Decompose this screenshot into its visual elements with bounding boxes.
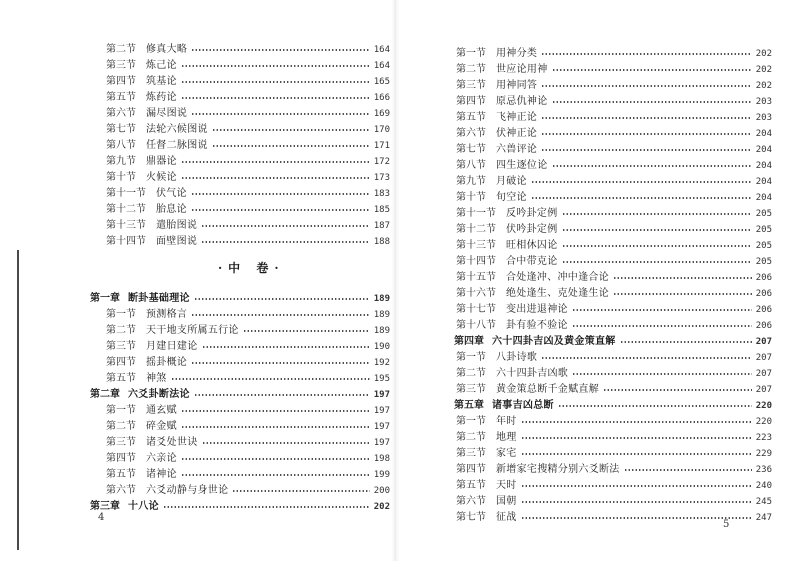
entry-page: 240 (755, 481, 772, 491)
toc-entry (456, 62, 772, 78)
toc-entry (90, 403, 390, 419)
entry-page: 169 (373, 109, 390, 119)
entry-page: 166 (373, 93, 390, 103)
toc-entry (90, 339, 390, 355)
entry-number: 第六节 (106, 108, 136, 119)
toc-entry (456, 142, 772, 158)
dot-leader (613, 277, 752, 279)
entry-title: 四生逐位论 (496, 160, 548, 171)
dot-leader (572, 325, 752, 327)
entry-title: 合中带克论 (506, 256, 558, 267)
entry-number: 第五章 (454, 400, 484, 411)
entry-page: 170 (373, 125, 390, 135)
entry-page: 164 (373, 45, 390, 55)
entry-number: 第十五节 (456, 272, 496, 283)
dot-leader (191, 193, 370, 195)
toc-entry (106, 138, 390, 154)
dot-leader (232, 490, 369, 492)
entry-page: 203 (755, 113, 772, 123)
toc-section-list (106, 42, 390, 250)
toc-entry (456, 430, 772, 446)
page-edge-line (17, 250, 19, 550)
entry-page: 197 (373, 406, 390, 416)
toc-entry (90, 483, 390, 499)
entry-title: 六兽评论 (496, 144, 538, 155)
toc-entry (456, 462, 772, 478)
dot-leader (191, 113, 370, 115)
entry-number: 第二章 (90, 389, 120, 400)
entry-number: 第十三节 (456, 240, 496, 251)
toc-entry (106, 218, 390, 234)
left-page (0, 0, 396, 561)
entry-number: 第一节 (106, 405, 136, 416)
toc-entry-list (456, 46, 772, 526)
entry-number: 第五节 (106, 373, 136, 384)
entry-number: 第七节 (456, 144, 486, 155)
dot-leader (191, 49, 370, 51)
dot-leader (603, 389, 752, 391)
toc-volume-list (90, 291, 390, 515)
entry-title: 月建日建论 (146, 341, 198, 352)
entry-page: 197 (373, 438, 390, 448)
dot-leader (541, 149, 752, 151)
entry-page: 197 (373, 422, 390, 432)
entry-page: 198 (373, 454, 390, 464)
entry-title: 黄金策总断千金赋直解 (496, 384, 599, 395)
page-number: 4 (98, 512, 105, 523)
entry-page: 202 (373, 502, 390, 512)
toc-entry (456, 318, 772, 334)
toc-entry (90, 307, 390, 323)
entry-number: 第三节 (106, 437, 136, 448)
entry-title: 飞神正论 (496, 112, 538, 123)
dot-leader (521, 501, 752, 503)
toc-entry (456, 254, 772, 270)
dot-leader (212, 129, 370, 131)
entry-page: 207 (755, 369, 772, 379)
entry-number: 第四节 (106, 453, 136, 464)
entry-title: 胎息论 (156, 204, 187, 215)
entry-number: 第八节 (456, 160, 486, 171)
entry-title: 任督二脉图说 (146, 140, 208, 151)
dot-leader (624, 469, 752, 471)
dot-leader (181, 458, 370, 460)
toc-entry (106, 58, 390, 74)
toc-entry (90, 419, 390, 435)
entry-page: 247 (755, 513, 772, 523)
entry-number: 第十一节 (456, 208, 496, 219)
entry-title: 旬空论 (496, 192, 527, 203)
entry-number: 第二节 (106, 44, 136, 55)
entry-title: 八卦诗歌 (496, 352, 538, 363)
dot-leader (194, 298, 370, 300)
dot-leader (202, 346, 370, 348)
entry-page: 199 (373, 470, 390, 480)
dot-leader (541, 117, 752, 119)
entry-title: 鼎器论 (146, 156, 177, 167)
entry-title: 天干地支所属五行论 (146, 325, 239, 336)
volume-heading: ·中 卷· (218, 261, 285, 275)
entry-page: 207 (755, 385, 772, 395)
right-page (396, 0, 793, 561)
entry-title: 筑基论 (146, 76, 177, 87)
dot-leader (562, 213, 752, 215)
entry-title: 火候论 (146, 172, 177, 183)
entry-page: 204 (755, 145, 772, 155)
dot-leader (521, 517, 752, 519)
toc-entry (90, 355, 390, 371)
entry-number: 第十一节 (106, 188, 146, 199)
entry-number: 第二节 (106, 421, 136, 432)
toc-chapter-entry (454, 398, 772, 414)
entry-title: 摇卦概论 (146, 357, 188, 368)
dot-leader (562, 261, 752, 263)
entry-page: 205 (755, 225, 772, 235)
entry-title: 卦有验不验论 (506, 320, 568, 331)
entry-number: 第十节 (456, 192, 486, 203)
entry-title: 反吟卦定例 (506, 208, 558, 219)
entry-title: 用神同答 (496, 80, 538, 91)
entry-number: 第三章 (90, 501, 120, 512)
entry-number: 第十六节 (456, 288, 496, 299)
dot-leader (531, 181, 752, 183)
toc-entry (90, 323, 390, 339)
entry-title: 神煞 (146, 373, 167, 384)
dot-leader (552, 165, 752, 167)
toc-entry (456, 110, 772, 126)
entry-number: 第一节 (456, 48, 486, 59)
toc-entry (90, 371, 390, 387)
entry-number: 第十八节 (456, 320, 496, 331)
entry-page: 204 (755, 129, 772, 139)
toc-entry (456, 126, 772, 142)
dot-leader (163, 506, 370, 508)
dot-leader (541, 133, 752, 135)
toc-entry (106, 154, 390, 170)
entry-title: 伏吟卦定例 (506, 224, 558, 235)
dot-leader (521, 453, 752, 455)
entry-title: 预测格言 (146, 309, 188, 320)
entry-page: 245 (755, 497, 772, 507)
toc-entry (106, 234, 390, 250)
dot-leader (212, 145, 370, 147)
entry-page: 220 (755, 417, 772, 427)
entry-title: 六爻卦断法论 (128, 389, 190, 400)
toc-entry (456, 382, 772, 398)
dot-leader (243, 330, 370, 332)
toc-entry (106, 74, 390, 90)
page-number: 5 (723, 519, 730, 530)
toc-chapter-entry (90, 387, 390, 403)
toc-entry (456, 206, 772, 222)
toc-entry (456, 238, 772, 254)
entry-title: 法轮六候图说 (146, 124, 208, 135)
entry-page: 206 (755, 289, 772, 299)
toc-entry (456, 270, 772, 286)
toc-entry (456, 286, 772, 302)
entry-title: 炼药论 (146, 92, 177, 103)
dot-leader (613, 293, 752, 295)
entry-title: 新增家宅搜精分别六爻断法 (496, 464, 620, 475)
entry-page: 192 (373, 358, 390, 368)
entry-page: 223 (755, 433, 772, 443)
entry-title: 伏气论 (156, 188, 187, 199)
dot-leader (181, 65, 370, 67)
toc-entry (456, 78, 772, 94)
toc-entry (90, 435, 390, 451)
toc-entry (106, 186, 390, 202)
toc-entry (106, 90, 390, 106)
entry-title: 诸爻处世诀 (146, 437, 198, 448)
entry-page: 183 (373, 189, 390, 199)
entry-page: 165 (373, 77, 390, 87)
entry-page: 206 (755, 273, 772, 283)
entry-title: 六十四卦吉凶歌 (496, 368, 569, 379)
entry-title: 六亲论 (146, 453, 177, 464)
entry-number: 第四节 (106, 76, 136, 87)
entry-title: 漏尽图说 (146, 108, 188, 119)
entry-title: 地理 (496, 432, 517, 443)
entry-number: 第六节 (456, 128, 486, 139)
entry-title: 炼己论 (146, 60, 177, 71)
entry-title: 通玄赋 (146, 405, 177, 416)
entry-page: 236 (755, 465, 772, 475)
toc-entry (456, 222, 772, 238)
entry-number: 第四节 (456, 96, 486, 107)
entry-page: 200 (373, 486, 390, 496)
dot-leader (562, 245, 752, 247)
entry-number: 第十二节 (456, 224, 496, 235)
dot-leader (171, 378, 370, 380)
dot-leader (181, 161, 370, 163)
entry-title: 天时 (496, 480, 517, 491)
dot-leader (552, 101, 752, 103)
entry-number: 第十七节 (456, 304, 496, 315)
toc-entry (456, 302, 772, 318)
dot-leader (572, 309, 752, 311)
dot-leader (531, 197, 752, 199)
entry-page: 202 (755, 49, 772, 59)
entry-number: 第三节 (456, 384, 486, 395)
dot-leader (181, 474, 370, 476)
entry-page: 197 (373, 390, 390, 400)
entry-page: 171 (373, 141, 390, 151)
toc-entry (106, 42, 390, 58)
dot-leader (521, 485, 752, 487)
entry-number: 第六节 (456, 496, 486, 507)
dot-leader (572, 373, 752, 375)
toc-entry (456, 174, 772, 190)
toc-entry (456, 94, 772, 110)
entry-title: 征战 (496, 512, 517, 523)
dot-leader (541, 85, 752, 87)
entry-title: 绝处逢生、克处逢生论 (506, 288, 609, 299)
toc-entry (456, 190, 772, 206)
entry-page: 229 (755, 449, 772, 459)
dot-leader (191, 362, 370, 364)
entry-title: 变出进退神论 (506, 304, 568, 315)
dot-leader (620, 341, 752, 343)
toc-chapter-entry (454, 334, 772, 350)
dot-leader (181, 410, 370, 412)
toc-entry (106, 202, 390, 218)
entry-number: 第一节 (456, 416, 486, 427)
entry-number: 第十四节 (456, 256, 496, 267)
toc-entry (456, 46, 772, 62)
dot-leader (181, 81, 370, 83)
entry-number: 第十四节 (106, 236, 146, 247)
entry-title: 世应论用神 (496, 64, 548, 75)
entry-title: 断卦基础理论 (128, 293, 190, 304)
dot-leader (202, 442, 370, 444)
entry-page: 188 (373, 237, 390, 247)
entry-title: 六十四卦吉凶及黄金策直解 (492, 336, 616, 347)
toc-entry (106, 170, 390, 186)
toc-entry (456, 366, 772, 382)
toc-entry (456, 494, 772, 510)
entry-number: 第五节 (456, 112, 486, 123)
entry-number: 第一节 (456, 352, 486, 363)
dot-leader (191, 209, 370, 211)
toc-chapter-entry (90, 499, 390, 515)
dot-leader (541, 53, 752, 55)
entry-title: 合处逢冲、冲中逢合论 (506, 272, 609, 283)
dot-leader (562, 229, 752, 231)
entry-title: 家宅 (496, 448, 517, 459)
entry-number: 第一节 (106, 309, 136, 320)
entry-number: 第二节 (456, 64, 486, 75)
entry-number: 第九节 (456, 176, 486, 187)
entry-page: 220 (755, 401, 772, 411)
entry-title: 月破论 (496, 176, 527, 187)
entry-title: 面壁图说 (156, 236, 198, 247)
entry-page: 185 (373, 205, 390, 215)
entry-title: 碎金赋 (146, 421, 177, 432)
entry-title: 国朝 (496, 496, 517, 507)
entry-number: 第三节 (106, 60, 136, 71)
entry-page: 206 (755, 305, 772, 315)
entry-page: 195 (373, 374, 390, 384)
entry-title: 旺相休囚论 (506, 240, 558, 251)
dot-leader (558, 405, 752, 407)
entry-page: 189 (373, 326, 390, 336)
entry-page: 205 (755, 257, 772, 267)
dot-leader (181, 426, 370, 428)
entry-number: 第五节 (106, 469, 136, 480)
toc-chapter-entry (90, 291, 390, 307)
entry-title: 十八论 (128, 501, 159, 512)
dot-leader (181, 97, 370, 99)
entry-title: 原忌仇神论 (496, 96, 548, 107)
toc-entry (456, 478, 772, 494)
entry-page: 172 (373, 157, 390, 167)
entry-number: 第二节 (106, 325, 136, 336)
dot-leader (201, 241, 370, 243)
entry-title: 年时 (496, 416, 517, 427)
entry-title: 修真大略 (146, 44, 188, 55)
entry-number: 第五节 (456, 480, 486, 491)
entry-page: 187 (373, 221, 390, 231)
dot-leader (191, 314, 370, 316)
entry-page: 207 (755, 353, 772, 363)
toc-entry (106, 106, 390, 122)
entry-number: 第一章 (90, 293, 120, 304)
dot-leader (181, 177, 370, 179)
entry-page: 164 (373, 61, 390, 71)
entry-page: 189 (373, 294, 390, 304)
dot-leader (521, 437, 752, 439)
toc-entry (90, 451, 390, 467)
entry-page: 202 (755, 81, 772, 91)
entry-number: 第七节 (456, 512, 486, 523)
toc-entry (456, 158, 772, 174)
entry-number: 第四章 (454, 336, 484, 347)
entry-number: 第七节 (106, 124, 136, 135)
entry-number: 第二节 (456, 432, 486, 443)
entry-number: 第十三节 (106, 220, 146, 231)
entry-page: 205 (755, 209, 772, 219)
entry-page: 206 (755, 321, 772, 331)
entry-number: 第五节 (106, 92, 136, 103)
entry-number: 第三节 (106, 341, 136, 352)
entry-title: 遣胎图说 (156, 220, 198, 231)
toc-entry (90, 467, 390, 483)
entry-number: 第四节 (456, 464, 486, 475)
entry-title: 诸事吉凶总断 (492, 400, 554, 411)
entry-number: 第六节 (106, 485, 136, 496)
entry-page: 173 (373, 173, 390, 183)
entry-number: 第十节 (106, 172, 136, 183)
entry-number: 第八节 (106, 140, 136, 151)
entry-number: 第三节 (456, 80, 486, 91)
dot-leader (541, 357, 752, 359)
toc-entry (456, 446, 772, 462)
dot-leader (521, 421, 752, 423)
dot-leader (201, 225, 370, 227)
entry-page: 202 (755, 65, 772, 75)
entry-number: 第四节 (106, 357, 136, 368)
entry-number: 第三节 (456, 448, 486, 459)
entry-title: 六爻动静与身世论 (146, 485, 229, 496)
entry-title: 诸神论 (146, 469, 177, 480)
entry-title: 用神分类 (496, 48, 538, 59)
entry-page: 204 (755, 161, 772, 171)
entry-title: 伏神正论 (496, 128, 538, 139)
toc-entry (456, 414, 772, 430)
dot-leader (552, 69, 752, 71)
dot-leader (194, 394, 370, 396)
toc-entry (106, 122, 390, 138)
entry-page: 189 (373, 310, 390, 320)
entry-number: 第十二节 (106, 204, 146, 215)
entry-number: 第九节 (106, 156, 136, 167)
entry-number: 第二节 (456, 368, 486, 379)
entry-page: 204 (755, 177, 772, 187)
entry-page: 204 (755, 193, 772, 203)
entry-page: 203 (755, 97, 772, 107)
entry-page: 190 (373, 342, 390, 352)
entry-page: 205 (755, 241, 772, 251)
entry-page: 207 (755, 337, 772, 347)
toc-entry (456, 350, 772, 366)
